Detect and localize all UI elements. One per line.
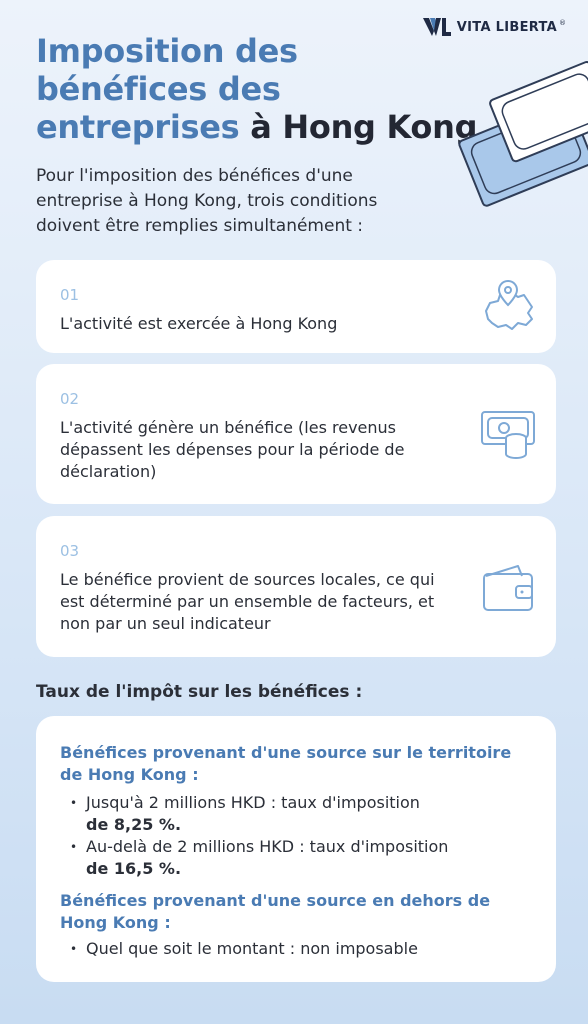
rate-value: de 8,25 %. (86, 815, 182, 834)
rate-condition-text: Jusqu'à 2 millions HKD : taux d'imposition (86, 793, 420, 812)
condition-text: L'activité génère un bénéfice (les revenus dépassent les dépenses pour la période de déclaration) (60, 418, 405, 481)
rate-condition-text: Au-delà de 2 millions HKD : taux d'imposition (86, 837, 449, 856)
title-line-3-accent: entreprises (36, 108, 240, 146)
list-item (60, 792, 530, 836)
registered-mark: ® (559, 19, 566, 27)
local-source-title: Bénéfices provenant d'une source sur le territoire de Hong Kong : (60, 743, 512, 784)
condition-number: 03 (60, 542, 80, 560)
condition-number: 01 (60, 286, 80, 304)
intro-text: Pour l'imposition des bénéfices d'une entreprise à Hong Kong, trois conditions doivent être remplies simultanément : (36, 166, 378, 236)
rates-card (36, 716, 556, 982)
brand-name: VITA LIBERTA (456, 19, 557, 35)
foreign-source-title: Bénéfices provenant d'une source en dehors de Hong Kong : (60, 891, 491, 932)
money-coins-icon (478, 404, 538, 464)
title-line-2: bénéfices des (36, 70, 281, 108)
rate-value: de 16,5 %. (86, 859, 182, 878)
list-item (60, 836, 530, 880)
condition-card-3 (36, 516, 556, 657)
rate-condition-text: Quel que soit le montant : non imposable (86, 939, 418, 958)
foreign-rates-list (60, 938, 530, 960)
local-rates-list (60, 792, 530, 880)
title-line-3: à Hong Kong (239, 108, 478, 146)
list-item (60, 938, 530, 960)
condition-card-1 (36, 260, 556, 353)
condition-text: L'activité est exercée à Hong Kong (60, 314, 338, 333)
rates-heading: Taux de l'impôt sur les bénéfices : (36, 682, 363, 702)
title-line-1: Imposition des (36, 32, 298, 70)
condition-text: Le bénéfice provient de sources locales, ce qui est déterminé par un ensemble de facteurs, et non par un seul indicateur (60, 570, 435, 633)
wallet-icon (478, 558, 538, 618)
banknotes-illustration-icon (458, 54, 588, 214)
condition-card-2 (36, 364, 556, 504)
page-title (36, 32, 496, 146)
hong-kong-map-pin-icon (478, 277, 538, 337)
condition-number: 02 (60, 390, 80, 408)
